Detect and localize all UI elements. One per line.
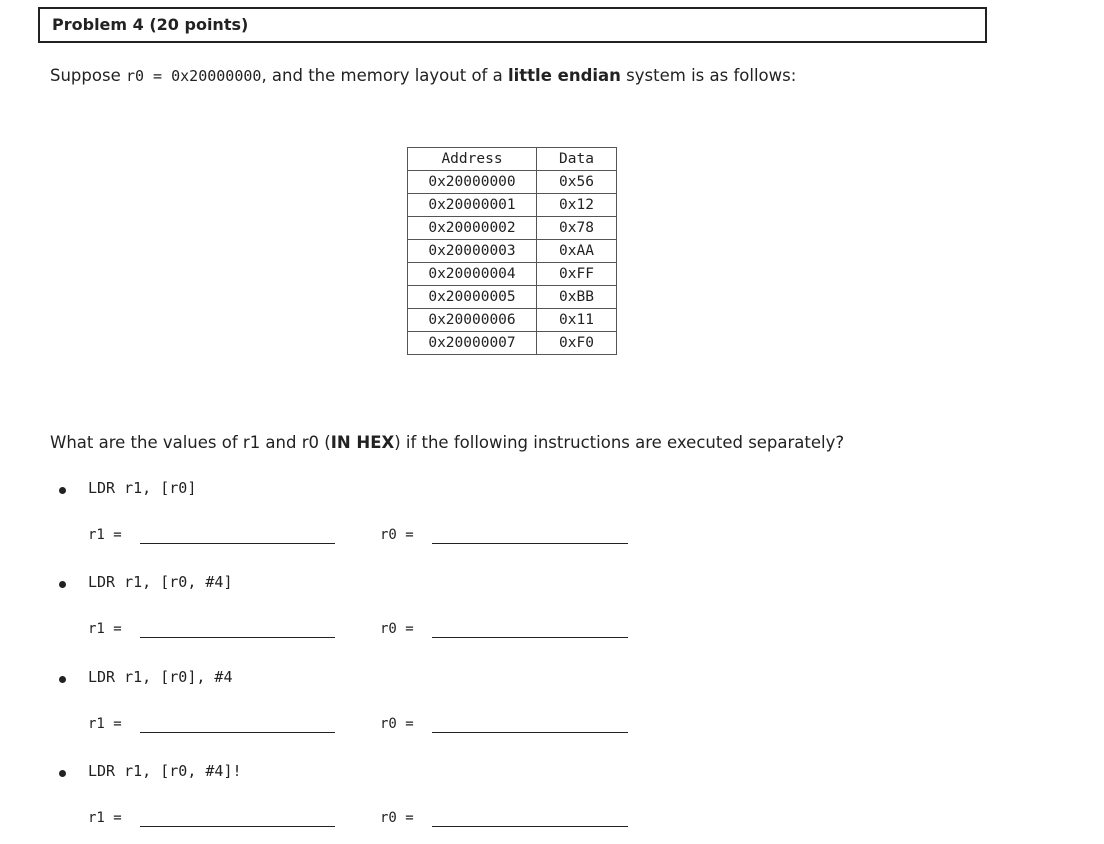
intro-bold: little endian [507, 66, 621, 85]
problem-title: Problem 4 (20 points) [52, 15, 249, 34]
cell-data: 0x56 [537, 171, 617, 194]
table-row [408, 286, 617, 309]
header-address: Address [408, 148, 537, 171]
question-bold: IN HEX [330, 433, 395, 452]
r0-label: r0 = [380, 527, 414, 543]
problem-header [38, 7, 987, 43]
r1-label: r1 = [88, 621, 122, 637]
bullet-icon [59, 770, 66, 777]
r1-answer-blank[interactable] [140, 543, 335, 544]
cell-data: 0x12 [537, 194, 617, 217]
r1-answer-blank[interactable] [140, 732, 335, 733]
cell-address: 0x20000001 [408, 194, 537, 217]
r0-answer-blank[interactable] [432, 732, 628, 733]
table-row [408, 240, 617, 263]
r1-answer-blank[interactable] [140, 637, 335, 638]
cell-data: 0xFF [537, 263, 617, 286]
cell-address: 0x20000007 [408, 332, 537, 355]
table-row [408, 309, 617, 332]
cell-data: 0xBB [537, 286, 617, 309]
r0-answer-blank[interactable] [432, 637, 628, 638]
r0-answer-blank[interactable] [432, 543, 628, 544]
table-row [408, 263, 617, 286]
cell-data: 0x78 [537, 217, 617, 240]
table-row [408, 194, 617, 217]
r1-label: r1 = [88, 810, 122, 826]
cell-address: 0x20000002 [408, 217, 537, 240]
header-data: Data [537, 148, 617, 171]
table-row [408, 332, 617, 355]
intro-suffix: system is as follows: [620, 66, 797, 85]
question-text [50, 433, 844, 452]
r1-label: r1 = [88, 527, 122, 543]
instruction-code: LDR r1, [r0, #4] [88, 573, 233, 591]
r0-label: r0 = [380, 716, 414, 732]
cell-address: 0x20000004 [408, 263, 537, 286]
r1-label: r1 = [88, 716, 122, 732]
instruction-code: LDR r1, [r0], #4 [88, 668, 233, 686]
cell-address: 0x20000006 [408, 309, 537, 332]
cell-address: 0x20000000 [408, 171, 537, 194]
cell-address: 0x20000003 [408, 240, 537, 263]
bullet-icon [59, 487, 66, 494]
memory-table [407, 147, 617, 355]
table-row [408, 171, 617, 194]
table-header-row [408, 148, 617, 171]
instruction-code: LDR r1, [r0] [88, 479, 197, 497]
bullet-icon [59, 676, 66, 683]
r0-label: r0 = [380, 621, 414, 637]
intro-code: r0 = 0x20000000 [125, 67, 262, 85]
r0-answer-blank[interactable] [432, 826, 628, 827]
cell-data: 0xF0 [537, 332, 617, 355]
r1-answer-blank[interactable] [140, 826, 335, 827]
cell-data: 0x11 [537, 309, 617, 332]
bullet-icon [59, 581, 66, 588]
r0-label: r0 = [380, 810, 414, 826]
instruction-code: LDR r1, [r0, #4]! [88, 762, 242, 780]
table-row [408, 217, 617, 240]
intro-middle: , and the memory layout of a [261, 66, 508, 85]
intro-prefix: Suppose [50, 66, 126, 85]
cell-data: 0xAA [537, 240, 617, 263]
question-prefix: What are the values of r1 and r0 ( [50, 433, 331, 452]
intro-text [50, 66, 796, 85]
cell-address: 0x20000005 [408, 286, 537, 309]
question-suffix: ) if the following instructions are executed separately? [394, 433, 845, 452]
